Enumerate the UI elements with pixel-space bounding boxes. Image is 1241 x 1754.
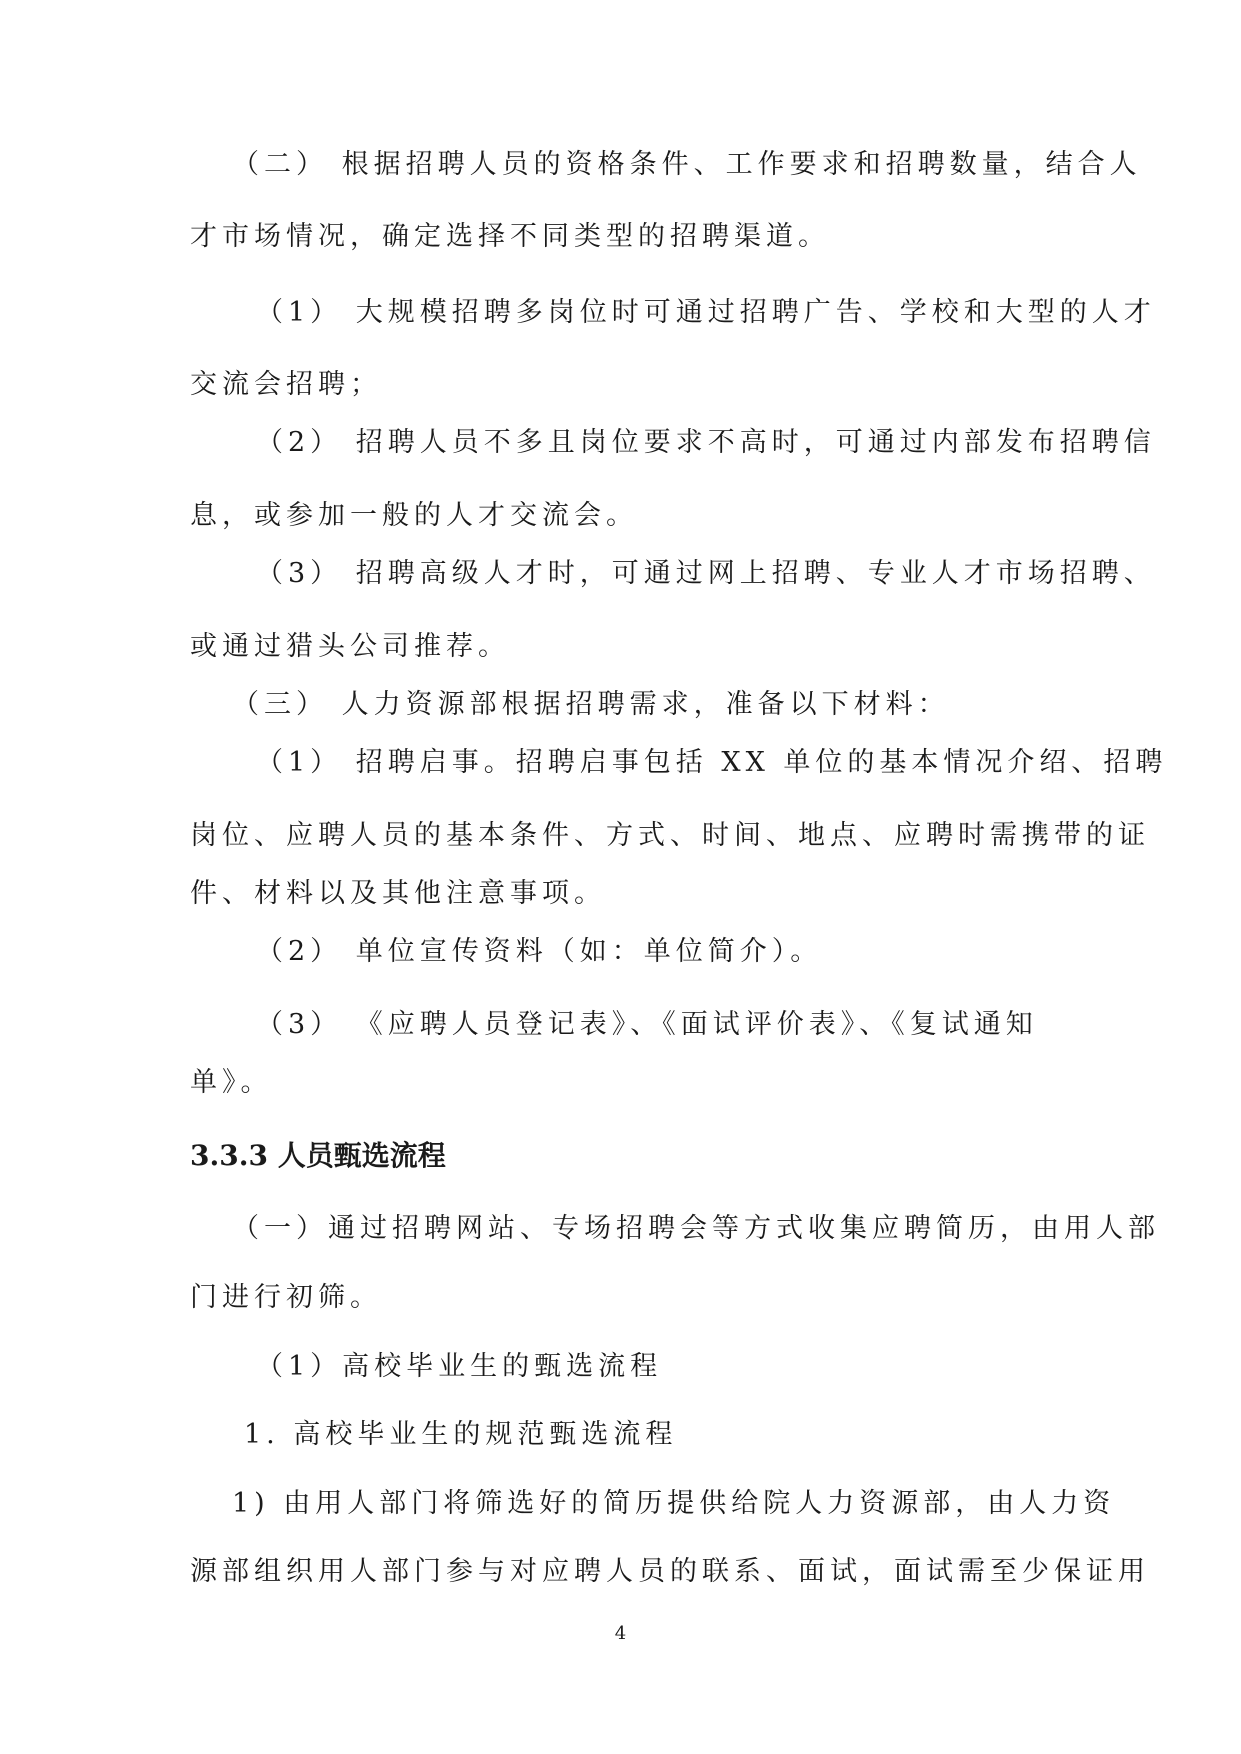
paragraph-line: 门进行初筛。	[190, 1282, 382, 1313]
paragraph-line: （2） 招聘人员不多且岗位要求不高时，可通过内部发布招聘信	[256, 427, 1156, 458]
paragraph-line: 交流会招聘；	[190, 369, 382, 400]
paragraph-line: （1） 招聘启事。招聘启事包括 XX 单位的基本情况介绍、招聘	[256, 747, 1168, 778]
paragraph-line: 源部组织用人部门参与对应聘人员的联系、面试，面试需至少保证用	[190, 1556, 1150, 1587]
paragraph-line: （三） 人力资源部根据招聘需求，准备以下材料：	[232, 689, 950, 720]
paragraph-line: （2） 单位宣传资料（如：单位简介）。	[256, 936, 823, 967]
paragraph-line: （3） 招聘高级人才时，可通过网上招聘、专业人才市场招聘、	[256, 558, 1156, 589]
paragraph-line: （1） 大规模招聘多岗位时可通过招聘广告、学校和大型的人才	[256, 297, 1156, 328]
paragraph-line: 或通过猎头公司推荐。	[190, 631, 510, 662]
page-number: 4	[614, 1623, 627, 1644]
paragraph-line: （二） 根据招聘人员的资格条件、工作要求和招聘数量，结合人	[232, 149, 1142, 180]
paragraph-line: 单》。	[190, 1067, 273, 1098]
paragraph-line: 岗位、应聘人员的基本条件、方式、时间、地点、应聘时需携带的证	[190, 820, 1150, 851]
paragraph-line: 件、材料以及其他注意事项。	[190, 878, 606, 909]
paragraph-line: 1) 由用人部门将筛选好的简历提供给院人力资源部，由人力资	[232, 1488, 1116, 1519]
paragraph-line: 息，或参加一般的人才交流会。	[190, 500, 638, 531]
paragraph-line: 1. 高校毕业生的规范甄选流程	[244, 1419, 678, 1450]
paragraph-line: 才市场情况，确定选择不同类型的招聘渠道。	[190, 221, 830, 252]
paragraph-line: （1）高校毕业生的甄选流程	[256, 1351, 663, 1382]
paragraph-line: （3） 《应聘人员登记表》、《面试评价表》、《复试通知	[256, 1009, 1038, 1040]
section-heading: 3.3.3 人员甄选流程	[190, 1139, 446, 1172]
paragraph-line: （一）通过招聘网站、专场招聘会等方式收集应聘简历，由用人部	[232, 1213, 1160, 1244]
